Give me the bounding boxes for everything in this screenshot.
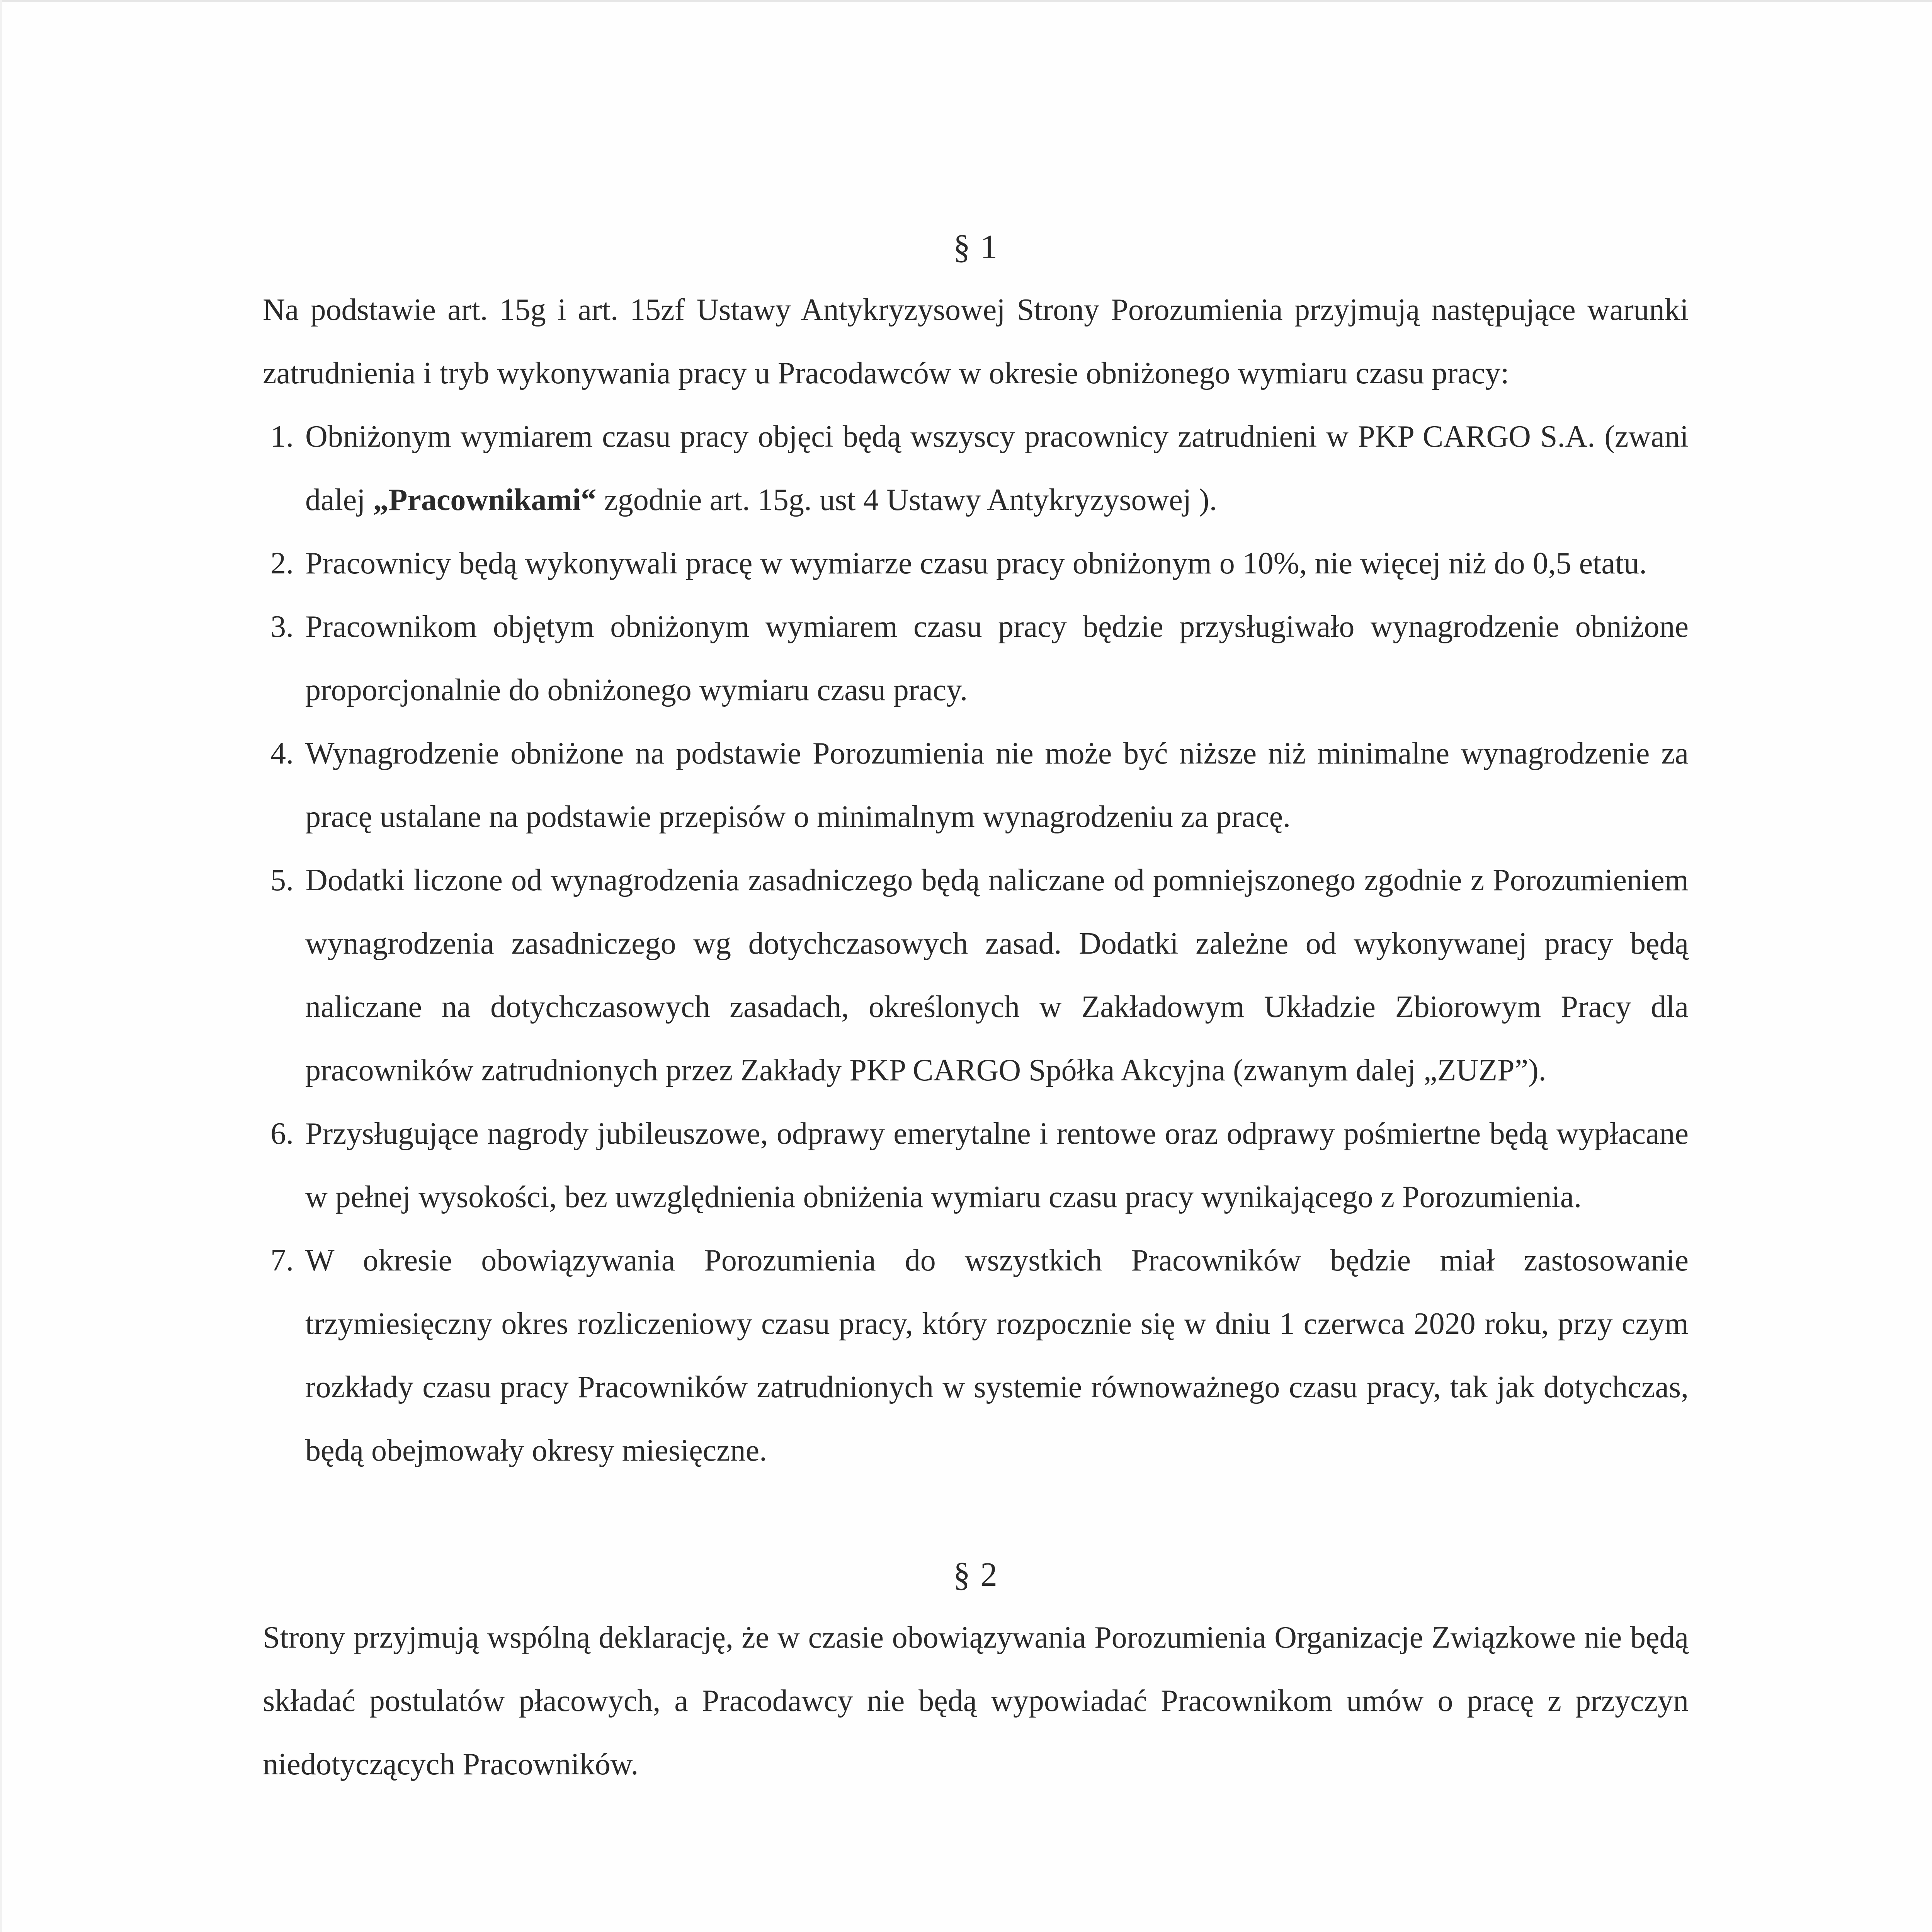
list-item — [263, 532, 1689, 595]
list-item-text-before: Obniżonym wymiarem czasu pracy objęci będą wszyscy pracownicy zatrudnieni w PKP CARGO S.A. (zwani dalej — [305, 420, 1689, 517]
section-1-intro: Na podstawie art. 15g i art. 15zf Ustawy Antykryzysowej Strony Porozumienia przyjmują następujące warunki zatrudnienia i tryb wykonywania pracy u Pracodawców w okresie obniżonego wymiaru czasu pracy: — [263, 293, 1689, 390]
section-spacer — [263, 1482, 1689, 1544]
section-1-heading: § 1 — [953, 228, 998, 266]
list-item — [263, 1229, 1689, 1482]
list-item-text: Przysługujące nagrody jubileuszowe, odprawy emerytalne i rentowe oraz odprawy pośmiertne będą wypłacane w pełnej wysokości, bez uwzględnienia obniżenia wymiaru czasu pracy wynikającego z Porozumienia. — [305, 1117, 1689, 1214]
list-item-number: 6. — [270, 1117, 294, 1151]
section-2-heading: § 2 — [953, 1556, 998, 1594]
list-item-number: 7. — [270, 1243, 294, 1277]
list-item-number: 2. — [270, 546, 294, 580]
list-item-number: 3. — [270, 610, 294, 644]
document-body — [263, 216, 1689, 1796]
section-1-list — [263, 405, 1689, 1482]
list-item-number: 5. — [270, 863, 294, 897]
list-item-text: Dodatki liczone od wynagrodzenia zasadniczego będą naliczane od pomniejszonego zgodnie z Porozumieniem wynagrodzenia zasadniczego wg dotychczasowych zasad. Dodatki zależne od wykonywanej pracy będą naliczane na dotychczasowych zasadach, określonych w Zakładowym Układzie Zbiorowym Pracy dla pracowników zatrudnionych przez Zakłady PKP CARGO Spółka Akcyjna (zwanym dalej „ZUZP”). — [305, 863, 1689, 1087]
list-item-text-after: zgodnie art. 15g. ust 4 Ustawy Antykryzysowej ). — [596, 483, 1217, 517]
defined-term: „Pracownikami“ — [373, 483, 597, 517]
list-item — [263, 849, 1689, 1102]
list-item-text: Pracownicy będą wykonywali pracę w wymiarze czasu pracy obniżonym o 10%, nie więcej niż do 0,5 etatu. — [305, 546, 1647, 580]
list-item — [263, 1102, 1689, 1229]
list-item-text: W okresie obowiązywania Porozumienia do wszystkich Pracowników będzie miał zastosowanie trzymiesięczny okres rozliczeniowy czasu pracy, który rozpocznie się w dniu 1 czerwca 2020 roku, przy czym rozkłady czasu pracy Pracowników zatrudnionych w systemie równoważnego czasu pracy, tak jak dotychczas, będą obejmowały okresy miesięczne. — [305, 1243, 1689, 1468]
list-item-number: 1. — [270, 420, 294, 454]
list-item-number: 4. — [270, 736, 294, 770]
scan-edge-top — [0, 0, 1932, 2]
list-item — [263, 595, 1689, 722]
list-item — [263, 722, 1689, 849]
scan-edge-left — [0, 0, 2, 1932]
list-item — [263, 405, 1689, 532]
section-2-text: Strony przyjmują wspólną deklarację, że w czasie obowiązywania Porozumienia Organizacje Związkowe nie będą składać postulatów płacowych, a Pracodawcy nie będą wypowiadać Pracownikom umów o pracę z przyczyn niedotyczących Pracowników. — [263, 1621, 1689, 1781]
list-item-text: Pracownikom objętym obniżonym wymiarem czasu pracy będzie przysługiwało wynagrodzenie obniżone proporcjonalnie do obniżonego wymiaru czasu pracy. — [305, 610, 1689, 707]
list-item-text: Wynagrodzenie obniżone na podstawie Porozumienia nie może być niższe niż minimalne wynagrodzenie za pracę ustalane na podstawie przepisów o minimalnym wynagrodzeniu za pracę. — [305, 736, 1689, 834]
